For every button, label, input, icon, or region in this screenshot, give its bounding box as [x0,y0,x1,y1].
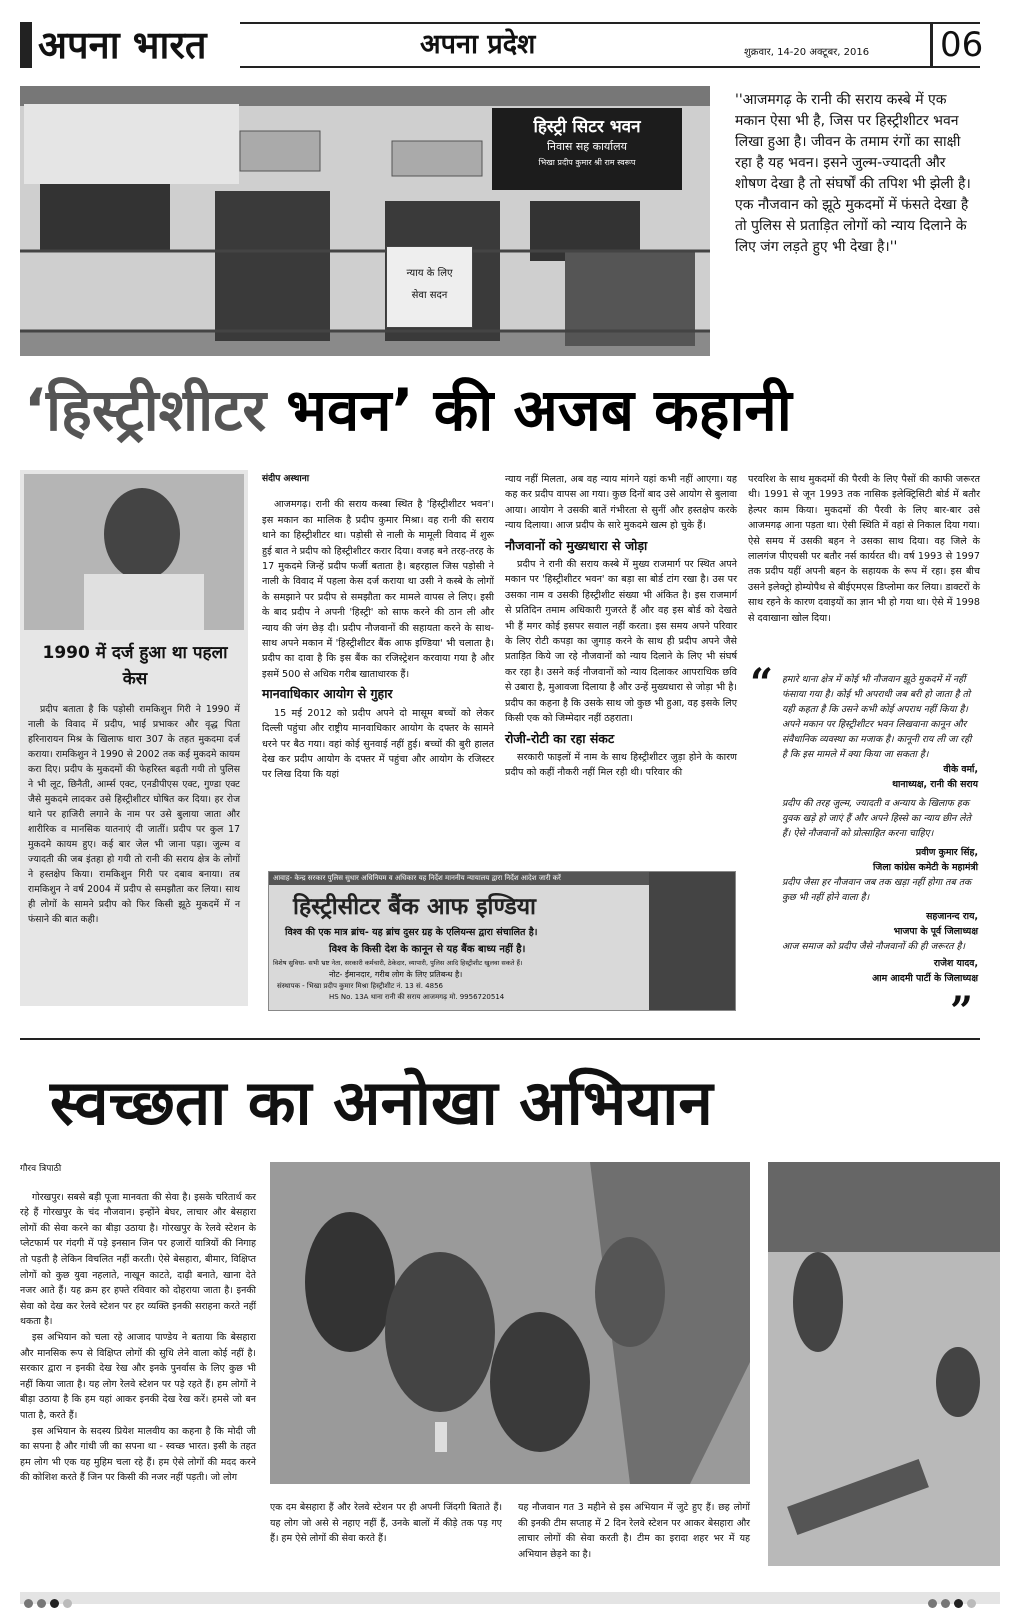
volunteer-treating-man-photo [768,1162,1000,1566]
headline-part-2: भवन’ की अजब कहानी [266,376,792,444]
story2-caption-column-2: यह नौजवान गत 3 महीने से इस अभियान में जुटे हुए हैं। छह लोगों की इनकी टीम सप्ताह में 2 दिन रेलवे स्टेशन पर आकर बेसहारा और लाचार लोगों की सेवा करती है। टीम का इरादा शहर भर में यह अभियान छेड़ने का है। [518,1502,750,1560]
story2-headline: स्वच्छता का अनोखा अभियान [50,1066,713,1139]
banner-line-2: विश्व के किसी देश के कानून से यह बैंक बाध्य नहीं है। [329,944,526,955]
history-sheeter-bank-banner-photo [268,871,736,1011]
story2-column-1 [20,1162,256,1486]
history-sheeter-building-photo [20,86,710,356]
pull-quote-text: हमारे थाना क्षेत्र में कोई भी नौजवान झूठे मुकदमें में नहीं फंसाया गया है। कोई भी अपराधी जब बरी हो जाता है तो यही कहता है कि उसने कभी कोई अपराध नहीं किया है। अपने मकान पर हिस्ट्रीशीटर भवन लिखवाना कानून और संवैधानिक व्यवस्था का मजाक है। कानूनी राय ली जा रही है कि इस मामले में क्या किया जा सकता है। [782,674,972,760]
quote-4-text: आज समाज को प्रदीप जैसे नौजवानों की ही जरूरत है। [782,941,965,952]
story-divider [20,1038,980,1040]
story1-col1-paragraph: आजमगढ़। रानी की सराय कस्बा स्थित है 'हिस्ट्रीशीटर भवन'। इस मकान का मालिक है प्रदीप कुमार मिश्रा। वह रानी की सराय थाने का हिस्ट्रीशीटर था। पड़ोसी से नाली के मामूली विवाद में शुरू हुई बात ने प्रदीप को हिस्ट्रीशीटर करार दिया। वजह बने तरह-तरह के 17 मुकदमे जिन्हें प्रदीप फर्जी बताता है। बहरहाल जिस पड़ोसी ने नाली के विवाद में पहला केस दर्ज कराया था उसी ने कस्बे के लोगों के समझाने पर प्रदीप से समझौता कर मामले वापस ले लिए। इसी के बाद प्रदीप ने अपनी 'हिस्ट्री' को साफ करने की ठान ली और न्याय की जंग छेड़ दी। प्रदीप नौजवानों की सहायता करने के साथ-साथ अपने मकान में 'हिस्ट्रीशीटर बैंक आफ इण्डिया' भी चलाता है। प्रदीप का दावा है कि इस बैंक का रजिस्ट्रेशन करवाया गया है और इसमें 500 से अधिक गरीब खाताधारक हैं। [262,499,494,680]
footer-dot [941,1599,950,1608]
banner-line-6: HS No. 13A थाना रानी की सराय आजमगढ़ मो. 9956720514 [329,993,505,1001]
story2-paragraph-1: गोरखपुर। सबसे बड़ी पूजा मानवता की सेवा है। इसके चरितार्थ कर रहे हैं गोरखपुर के चंद नौजवान। इन्होंने बेघर, लाचार और बेसहारा लोगों की सेवा करने का बीड़ा उठाया है। गोरखपुर के रेलवे स्टेशन के प्लेटफार्म पर गंदगी में पड़े इनसान जिन पर हजारों यात्रियों की निगाह तो पड़ती है लेकिन विचलित नहीं करती। ऐसे बेसहारा, बीमार, विक्षिप्त लोगों को कुछ युवा नहलाते, नाखून काटते, दाढ़ी बनाते, खाना देते नजर आते हैं। यह क्रम हर हफ्ते रविवार को दोहराया जाता है। इनकी सेवा को देख कर रेलवे स्टेशन पर हर व्यक्ति इनकी सराहना करते नहीं थकता है। [20,1191,256,1328]
close-quote-icon: ” [950,988,974,1035]
platform-illustration [270,1162,750,1484]
banner-top-line: आवाह- केन्द्र सरकार पुलिस सुधार अधिनियम व अधिकार यह निर्देश माननीय न्यायालय द्वारा निर्देश आदेश जारी करें [269,872,735,885]
footer-dot [37,1599,46,1608]
footer-band [20,1592,1000,1604]
story2-byline: गौरव त्रिपाठी [20,1164,62,1174]
story1-col1-paragraph-2: 15 मई 2012 को प्रदीप अपने दो मासूम बच्चों को लेकर दिल्ली पहुंचा और राष्ट्रीय मानवाधिकार आयोग के दफ्तर के सामने धरने पर बैठ गया। वहां कोई सुनवाई नहीं हुई। बच्चों की बुरी हालत देख कर प्रदीप आयोग के दफ्तर में पहुंचा और आयोग के रजिस्टर पर लिख दिया कि यहां [262,707,494,781]
footer-dot [928,1599,937,1608]
header-rule-top [240,22,980,24]
pull-quote-name: वीके वर्मा, [943,764,978,775]
quote-4-name: राजेश यादव, [933,958,978,969]
sidebar-heading: 1990 में दर्ज हुआ था पहला केस [42,643,228,689]
footer-dot [967,1599,976,1608]
quote-3-name: सहजानन्द राय, [926,911,978,922]
page-number-divider [930,24,933,66]
banner-line-4: नोट- ईमानदार, गरीब लोग के लिए प्रतिबन्ध है। [329,970,463,979]
footer-dot [63,1599,72,1608]
pull-quote-title: थानाध्यक्ष, रानी की सराय [892,779,978,790]
story1-column-2 [505,472,737,781]
section-title: अपना प्रदेश [420,29,536,60]
story1-col1-subhead: मानवाधिकार आयोग से गुहार [262,686,393,702]
small-board-line-2: सेवा सदन [411,290,448,301]
open-quote-icon: “ [750,660,774,707]
banner-title: हिस्ट्रीसीटर बैंक आफ इण्डिया [293,894,537,920]
pull-quote-block [782,672,978,986]
story2-paragraph-2: इस अभियान को चला रहे आजाद पाण्डेय ने बताया कि बेसहारा और मानसिक रूप से विक्षिप्त लोगों की सुधि लेने वाला कोई नहीं है। सरकार द्वारा न इनकी देख रेख और इनके पुनर्वास के लिए कुछ भी नहीं किया जाता है। यह लोग रेलवे स्टेशन पर पड़े रहते हैं। हम लोगों ने बीड़ा उठाया है कि हम यहां आकर इनकी देख रेख करें। हमसे जो बन पाता है, करते हैं। [20,1331,256,1421]
quote-2-name: प्रवीण कुमार सिंह, [915,847,978,858]
story1-col2-paragraph-2: प्रदीप ने रानी की सराय कस्बे में मुख्य राजमार्ग पर स्थित अपने मकान पर 'हिस्ट्रीशीटर भवन' का बड़ा सा बोर्ड टांग रखा है। उस पर उसका नाम व उसकी हिस्ट्रीशीट संख्या भी अंकित है। इस राजमार्ग से प्रतिदिन तमाम अधिकारी गुजरते हैं और वह इस बोर्ड को देखते भी हैं मगर कोई इसपर सवाल नहीं करता। इस समय अपने परिवार के लिए रोटी कपड़ा का जुगाड़ करने के साथ ही प्रदीप अपने जैसे प्रताड़ित किये जा रहे नौजवानों को न्याय दिलाने के लिए भी संघर्ष कर रहा है। उसने कई नौजवानों को न्याय दिलाकर आपराधिक छवि से उबारा है, मुआवजा दिलाया है और उन्हें मुख्यधारा से जोड़ा भी है। प्रदीप का कहना है कि उसके साथ जो कुछ भी हुआ, वह इसके लिए किसी एक को जिम्मेदार नहीं ठहराता। [505,559,737,725]
masthead: अपना भारत [38,22,207,67]
story1-col3-paragraph: परवरिश के साथ मुकदमों की पैरवी के लिए पैसों की काफी जरूरत थी। 1991 से जून 1993 तक नासिक इलेक्ट्रिसिटी बोर्ड में बतौर हेल्पर काम किया। मुकदमों की पैरवी के लिए बार-बार उसे आजमगढ़ आना पड़ता था। ऐसी स्थिति में वहां से निकाल दिया गया। ऐसे समय में उसकी बहन ने उसका साथ दिया। वह जिले के लालगंज पीएचसी पर बतौर नर्स कार्यरत थी। वर्ष 1993 से 1997 तक प्रदीप यहीं अपनी बहन के सहायक के रूप में रहा। इस बीच उसने इलेक्ट्रो होम्योपैथ से बीईएमएस डिप्लोमा कर लिया। डाक्टरों के साथ रहने के कारण दवाइयों का ज्ञान भी हो गया था। ऐसे में 1998 से दवाखाना खोल दिया। [748,474,980,624]
page-number: 06 [940,25,984,65]
footer-dot [50,1599,59,1608]
story1-col2-subhead-2: रोजी-रोटी का रहा संकट [505,730,615,746]
signboard-line-3: भिखा प्रदीप कुमार श्री राम स्वरूप [538,158,636,167]
footer-dots-left [24,1593,76,1612]
quote-3-title: भाजपा के पूर्व जिलाध्यक्ष [893,926,978,937]
signboard-line-1: हिस्ट्री सिटर भवन [533,117,641,137]
footer-dot [954,1599,963,1608]
footer-dots-right [928,1593,980,1612]
story1-column-1 [262,472,494,783]
banner-person-photo [649,872,735,1010]
quote-2-text: प्रदीप की तरह जुल्म, ज्यादती व अन्याय के खिलाफ हक युवक खड़े हो जाएं हैं और अपने हिस्से का न्याय छीन लेते हैं। ऐसे नौजवानों को प्रोत्साहित करना चाहिए। [782,798,971,839]
story1-headline [24,370,1004,450]
footer-dot [24,1599,33,1608]
treatment-illustration [768,1162,1000,1566]
story2-caption-column-1: एक दम बेसहारा हैं और रेलवे स्टेशन पर ही अपनी जिंदगी बिताते हैं। यह लोग जो असे से नहाए नहीं हैं, उनके बालों में कीड़े तक पड़ गए हैं। हम ऐसे लोगों की सेवा करते हैं। [270,1502,502,1545]
portrait-illustration [24,474,244,630]
story1-column-3 [748,472,980,626]
volunteers-at-railway-platform-photo [270,1162,750,1484]
headline-part-1: ‘हिस्ट्रीशीटर [24,376,267,444]
sidebar-paragraph: प्रदीप बताता है कि पड़ोसी रामकिशुन गिरी ने 1990 में नाली के विवाद में प्रदीप, भाई प्रभाकर और वृद्ध पिता हरिनारायन मिश्र के खिलाफ धारा 307 के तहत मुकदमा दर्ज कराया। रामकिशुन ने 1990 से 2002 तक कई मुकदमे कायम करा दिए। प्रदीप के मुकदमों की फेहरिस्त बढ़ती गयी तो पुलिस ने भी लूट, छिनैती, आर्म्स एक्ट, एनडीपीएस एक्ट, गुण्डा एक्ट जैसे मुकदमे लादकर उसे हिस्ट्रीशीटर घोषित कर दिया। हर रोज थाने पर हाजिरी लगाने के नाम पर उसे बुलाया जाता और शारीरिक व मानसिक यातनाएं दी जातीं। प्रदीप पर कुल 17 मुकदमे कायम हुए। कई बार जेल भी जाना पड़ा। जुल्म व ज्यादती की जब इंतहा हो गयी तो रानी की सराय क्षेत्र के लोगों ने हस्तक्षेप किया। रामकिशुन गिरी पर दबाव बनाया। तब रामकिशुन ने वर्ष 2004 में प्रदीप से समझौता कर लिया। साथ ही लोगों के सामने प्रदीप को फिर किसी झूठे मुकदमें में न फंसाने की बात कही। [28,704,240,925]
story1-col2-paragraph: न्याय नहीं मिलता, अब वह न्याय मांगने यहां कभी नहीं आएगा। यह कह कर प्रदीप वापस आ गया। कुछ दिनों बाद उसे आयोग से बुलावा आया। आयोग ने उसकी बातें गंभीरता से सुनीं और हस्तक्षेप करके न्याय दिलाया। आज प्रदीप के सारे मुकदमे खत्म हो चुके हैं। [505,474,737,532]
quote-4-title: आम आदमी पार्टी के जिलाध्यक्ष [872,973,978,984]
building-signboard [492,108,682,190]
story1-col2-subhead: नौजवानों को मुख्यधारा से जोड़ा [505,537,648,553]
header-rule-bottom [240,66,980,68]
small-door-board [386,246,473,328]
banner-line-5: संस्थापक - भिखा प्रदीप कुमार मिश्रा हिस्ट्रीशीट नं. 13 सं. 4856 [277,982,443,990]
issue-date: शुक्रवार, 14-20 अक्टूबर, 2016 [744,47,870,58]
pradeep-portrait-photo [24,474,244,630]
quote-2-title: जिला कांग्रेस कमेटी के महामंत्री [873,862,978,873]
signboard-line-2: निवास सह कार्यालय [547,140,627,153]
masthead-block [20,22,32,68]
story1-byline: संदीप अस्थाना [262,474,310,484]
story2-paragraph-3: इस अभियान के सदस्य प्रियेश मालवीय का कहना है कि मोदी जी का सपना है और गांधी जी का सपना था - स्वच्छ भारत। इसी के तहत हम लोग भी एक यह मुहिम चला रहे हैं। हम ऐसे लोगों की मदद करने की कोशिश करते हैं जिन पर किसी की नजर नहीं पड़ती। जो लोग [20,1425,256,1484]
lead-quote: ''आजमगढ़ के रानी की सराय कस्बे में एक मकान ऐसा भी है, जिस पर हिस्ट्रीशीटर भवन लिखा हुआ है। जीवन के तमाम रंगों का साक्षी रहा है यह भवन। इसने जुल्म-ज्यादती और शोषण देखा है तो संघर्षों की तपिश भी झेली है। एक नौजवान को झूठे मुकदमों में फंसते देखा है तो पुलिस से प्रताड़ित लोगों को न्याय दिलाने के लिए जंग लड़ते हुए भी देखा है।'' [735,92,971,255]
banner-line-3: विशेष सुविधा- सभी भ्रष्ट नेता, सरकारी कर्मचारी, ठेकेदार, व्यापारी, पुलिस आदि हिस्ट्रीशीट खुलवा सकते हैं। [273,959,523,967]
small-board-line-1: न्याय के लिए [406,268,453,279]
story1-col2-paragraph-3: सरकारी फाइलों में नाम के साथ हिस्ट्रीशीटर जुड़ा होने के कारण प्रदीप को कहीं नौकरी नहीं मिल रही थी। परिवार की [505,751,737,779]
quote-3-text: प्रदीप जैसा हर नौजवान जब तक खड़ा नहीं होगा तब तक कुछ भी नहीं होने वाला है। [782,877,972,903]
banner-line-1: विश्व की एक मात्र ब्रांच- यह ब्रांच दुसर ग्रह के एलियन्स द्वारा संचालित है। [285,927,538,938]
sidebar-text [28,702,240,927]
